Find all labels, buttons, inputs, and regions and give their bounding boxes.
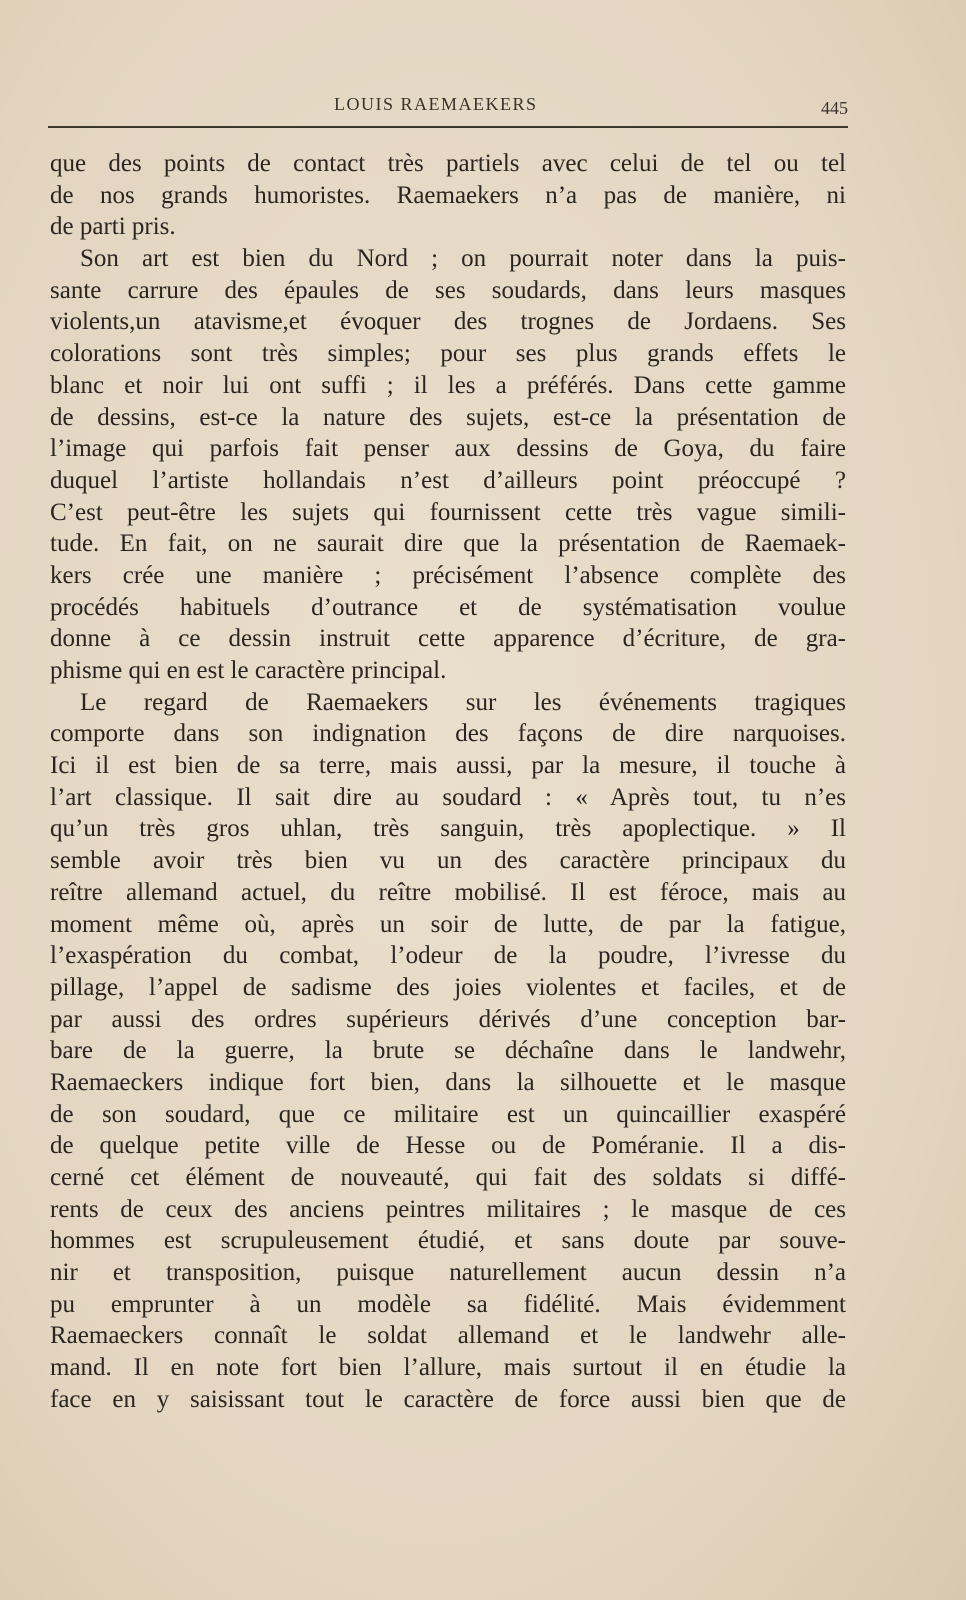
text-line: colorations sont très simples; pour ses plus grands effets le (50, 340, 846, 368)
text-line: l’exaspération du combat, l’odeur de la poudre, l’ivresse du (50, 942, 846, 970)
text-line: que des points de contact très partiels avec celui de tel ou tel (50, 150, 846, 177)
text-line: moment même où, après un soir de lutte, de par la fatigue, (50, 910, 846, 938)
text-line: hommes est scrupuleusement étudié, et sans doute par souve- (50, 1227, 846, 1255)
text-line: semble avoir très bien vu un des caractère principaux du (50, 847, 846, 875)
text-line: reître allemand actuel, du reître mobilisé. Il est féroce, mais au (50, 878, 846, 906)
text-line: l’image qui parfois fait penser aux dessins de Goya, du faire (50, 435, 846, 463)
text-line: par aussi des ordres supérieurs dérivés d’une conception bar- (50, 1005, 846, 1033)
text-line: Raemaeckers indique fort bien, dans la silhouette et le masque (50, 1068, 846, 1096)
body-text (50, 148, 846, 1416)
text-line: pillage, l’appel de sadisme des joies violentes et faciles, et de (50, 973, 846, 1001)
text-line: l’art classique. Il sait dire au soudard : « Après tout, tu n’es (50, 783, 846, 811)
text-line: face en y saisissant tout le caractère de force aussi bien que de (50, 1385, 846, 1413)
text-line: mand. Il en note fort bien l’allure, mais surtout il en étudie la (50, 1354, 846, 1382)
text-line: Ici il est bien de sa terre, mais aussi, par la mesure, il touche à (50, 752, 846, 780)
text-line: duquel l’artiste hollandais n’est d’ailleurs point préoccupé ? (50, 466, 846, 494)
text-line: C’est peut-être les sujets qui fournissent cette très vague simili- (50, 498, 846, 526)
text-line: sante carrure des épaules de ses soudards, dans leurs masques (50, 276, 846, 304)
text-line: comporte dans son indignation des façons de dire narquoises. (50, 720, 846, 748)
text-line: violents,un atavisme,et évoquer des trognes de Jordaens. Ses (50, 308, 846, 336)
text-line: Son art est bien du Nord ; on pourrait noter dans la puis- (80, 245, 846, 273)
text-line: tude. En fait, on ne saurait dire que la présentation de Raemaek- (50, 530, 846, 558)
text-line: bare de la guerre, la brute se déchaîne dans le landwehr, (50, 1037, 846, 1065)
text-line: procédés habituels d’outrance et de systématisation voulue (50, 593, 846, 621)
running-title: LOUIS RAEMAEKERS (334, 94, 538, 114)
text-line: de quelque petite ville de Hesse ou de Poméranie. Il a dis- (50, 1132, 846, 1160)
text-line: de nos grands humoristes. Raemaekers n’a pas de manière, ni (50, 181, 846, 209)
text-line: blanc et noir lui ont suffi ; il les a préférés. Dans cette gamme (50, 371, 846, 399)
text-line: qu’un très gros uhlan, très sanguin, très apoplectique. » Il (50, 815, 846, 843)
text-line: rents de ceux des anciens peintres militaires ; le masque de ces (50, 1195, 846, 1223)
header-rule (48, 126, 848, 128)
text-line: pu emprunter à un modèle sa fidélité. Mais évidemment (50, 1290, 846, 1318)
text-line: donne à ce dessin instruit cette apparence d’écriture, de gra- (50, 625, 846, 653)
text-line: nir et transposition, puisque naturellement aucun dessin n’a (50, 1259, 846, 1287)
text-line: Raemaeckers connaît le soldat allemand et le landwehr alle- (50, 1322, 846, 1350)
text-line: kers crée une manière ; précisément l’absence complète des (50, 561, 846, 589)
text-line: de parti pris. (50, 213, 176, 241)
text-line: Le regard de Raemaekers sur les événements tragiques (80, 688, 846, 716)
text-line: de dessins, est-ce la nature des sujets, est-ce la présentation de (50, 403, 846, 431)
text-line: phisme qui en est le caractère principal. (50, 657, 447, 684)
text-line: de son soudard, que ce militaire est un quincaillier exaspéré (50, 1100, 846, 1128)
page-number: 445 (821, 98, 848, 118)
text-line: cerné cet élément de nouveauté, qui fait des soldats si diffé- (50, 1164, 846, 1191)
page-header (48, 88, 848, 128)
